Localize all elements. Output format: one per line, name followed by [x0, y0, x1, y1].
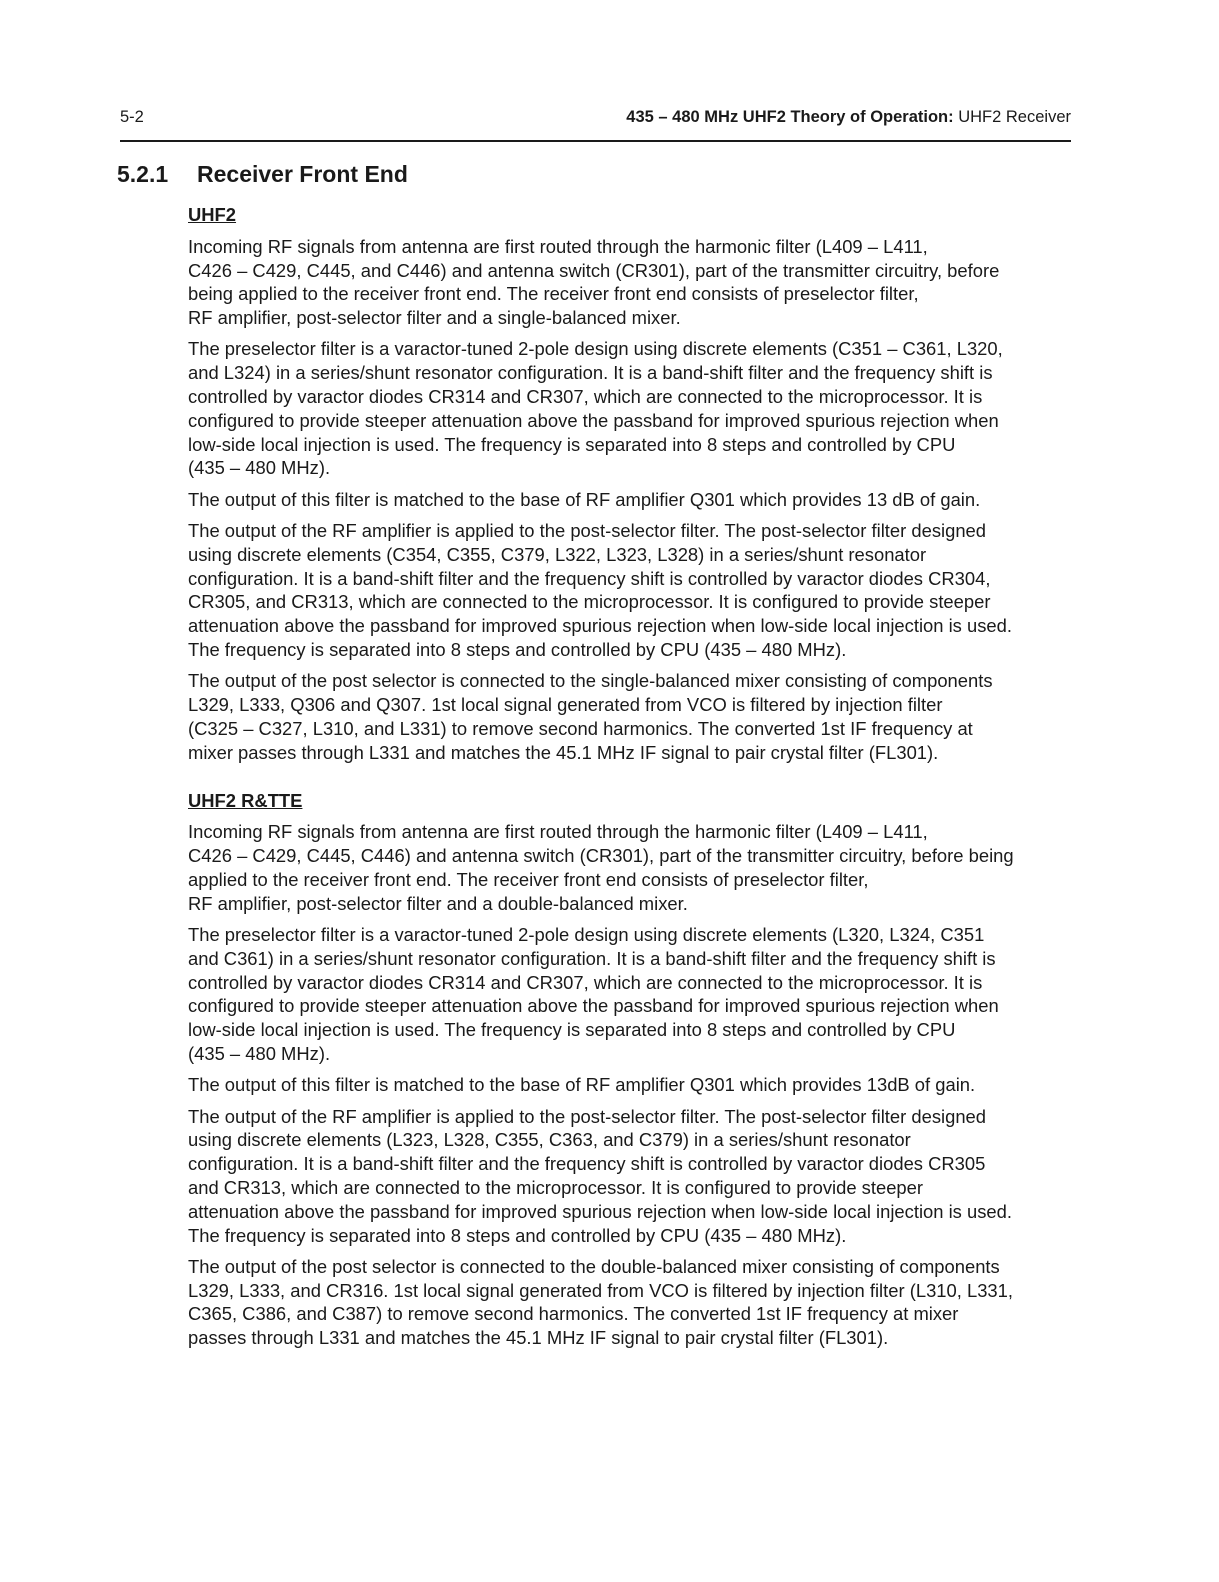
paragraph-line: L329, L333, and CR316. 1st local signal generated from VCO is filtered by injection filter (L310, L331, — [188, 1279, 1013, 1301]
paragraph-line: being applied to the receiver front end. The receiver front end consists of preselector filter, — [188, 283, 919, 305]
paragraph — [188, 820, 1078, 915]
running-title-section: UHF2 Receiver — [953, 108, 1071, 126]
page-number: 5-2 — [120, 108, 144, 126]
paragraph-line: using discrete elements (C354, C355, C379, L322, L323, L328) in a series/shunt resonator — [188, 543, 927, 565]
paragraph-line: C426 – C429, C445, and C446) and antenna switch (CR301), part of the transmitter circuitry, before — [188, 259, 1000, 281]
paragraph-line: and CR313, which are connected to the microprocessor. It is configured to provide steeper — [188, 1176, 924, 1198]
paragraph-line: L329, L333, Q306 and Q307. 1st local signal generated from VCO is filtered by injection filter — [188, 694, 943, 716]
header-rule — [120, 140, 1071, 142]
paragraph-line: RF amplifier, post-selector filter and a double-balanced mixer. — [188, 892, 688, 914]
paragraph-line: passes through L331 and matches the 45.1 MHz IF signal to pair crystal filter (FL301). — [188, 1327, 889, 1349]
paragraph — [188, 337, 1078, 480]
paragraph-line: (435 – 480 MHz). — [188, 1043, 331, 1064]
paragraph-line: The frequency is separated into 8 steps and controlled by CPU (435 – 480 MHz). — [188, 639, 847, 661]
paragraph-line: C426 – C429, C445, C446) and antenna switch (CR301), part of the transmitter circuitry, before being — [188, 845, 1014, 867]
paragraph-line: The output of this filter is matched to the base of RF amplifier Q301 which provides 13dB of gain. — [188, 1074, 976, 1096]
paragraph-line: The output of the RF amplifier is applied to the post-selector filter. The post-selector filter designed — [188, 520, 987, 542]
paragraph-line: and L324) in a series/shunt resonator configuration. It is a band-shift filter and the frequency shift is — [188, 362, 993, 384]
paragraph-line: (C325 – C327, L310, and L331) to remove second harmonics. The converted 1st IF frequency at — [188, 717, 973, 739]
paragraph — [188, 1073, 1078, 1097]
section-title: Receiver Front End — [197, 161, 408, 187]
paragraph-line: attenuation above the passband for improved spurious rejection when low-side local injection is used. — [188, 1200, 1012, 1222]
subsection-heading: UHF2 R&TTE — [188, 789, 303, 811]
paragraph-line: The output of the post selector is connected to the single-balanced mixer consisting of components — [188, 670, 993, 692]
running-title-chapter: 435 – 480 MHz UHF2 Theory of Operation: — [626, 108, 954, 126]
paragraph — [188, 1105, 1078, 1248]
paragraph-line: C365, C386, and C387) to remove second harmonics. The converted 1st IF frequency at mixer — [188, 1303, 959, 1325]
paragraph-line: using discrete elements (L323, L328, C355, C363, and C379) in a series/shunt resonator — [188, 1129, 911, 1151]
paragraph-line: configuration. It is a band-shift filter and the frequency shift is controlled by varactor diodes CR305 — [188, 1153, 986, 1175]
paragraph-line: attenuation above the passband for improved spurious rejection when low-side local injection is used. — [188, 615, 1012, 637]
paragraph-line: The preselector filter is a varactor-tuned 2-pole design using discrete elements (L320, L324, C351 — [188, 924, 985, 946]
paragraph — [188, 669, 1078, 764]
paragraph-line: configuration. It is a band-shift filter and the frequency shift is controlled by varactor diodes CR304, — [188, 567, 991, 589]
paragraph-line: (435 – 480 MHz). — [188, 457, 331, 479]
paragraph-line: low-side local injection is used. The frequency is separated into 8 steps and controlled by CPU — [188, 433, 956, 455]
running-title — [626, 108, 1071, 127]
paragraph-line: Incoming RF signals from antenna are first routed through the harmonic filter (L409 – L411, — [188, 235, 928, 257]
paragraph-line: controlled by varactor diodes CR314 and CR307, which are connected to the microprocessor. It is — [188, 386, 983, 408]
paragraph-line: The frequency is separated into 8 steps and controlled by CPU (435 – 480 MHz). — [188, 1224, 847, 1246]
paragraph-line: Incoming RF signals from antenna are first routed through the harmonic filter (L409 – L411, — [188, 821, 928, 843]
paragraph — [188, 488, 1078, 512]
paragraph-line: low-side local injection is used. The frequency is separated into 8 steps and controlled by CPU — [188, 1019, 956, 1041]
paragraph — [188, 923, 1078, 1066]
paragraph-line: mixer passes through L331 and matches the 45.1 MHz IF signal to pair crystal filter (FL301). — [188, 741, 939, 763]
subsection-heading: UHF2 — [188, 204, 237, 225]
paragraph-line: The preselector filter is a varactor-tuned 2-pole design using discrete elements (C351 – C361, L320, — [188, 338, 1003, 360]
section-number: 5.2.1 — [117, 161, 169, 187]
section-body — [188, 203, 1078, 1358]
paragraph-line: CR305, and CR313, which are connected to the microprocessor. It is configured to provide steeper — [188, 591, 991, 613]
paragraph-line: The output of this filter is matched to the base of RF amplifier Q301 which provides 13 dB of gain. — [188, 488, 981, 510]
paragraph-line: The output of the post selector is connected to the double-balanced mixer consisting of components — [188, 1255, 1000, 1277]
page-header — [120, 108, 1071, 130]
paragraph-line: and C361) in a series/shunt resonator configuration. It is a band-shift filter and the frequency shift is — [188, 947, 996, 969]
paragraph — [188, 519, 1078, 662]
section-heading — [117, 161, 408, 188]
paragraph-line: RF amplifier, post-selector filter and a single-balanced mixer. — [188, 307, 681, 329]
paragraph-line: controlled by varactor diodes CR314 and CR307, which are connected to the microprocessor. It is — [188, 971, 983, 993]
paragraph-line: configured to provide steeper attenuation above the passband for improved spurious rejection when — [188, 995, 999, 1017]
paragraph-line: configured to provide steeper attenuation above the passband for improved spurious rejection when — [188, 409, 999, 431]
paragraph-line: The output of the RF amplifier is applied to the post-selector filter. The post-selector filter designed — [188, 1105, 987, 1127]
paragraph — [188, 235, 1078, 330]
paragraph — [188, 1255, 1078, 1350]
paragraph-line: applied to the receiver front end. The receiver front end consists of preselector filter, — [188, 868, 869, 890]
